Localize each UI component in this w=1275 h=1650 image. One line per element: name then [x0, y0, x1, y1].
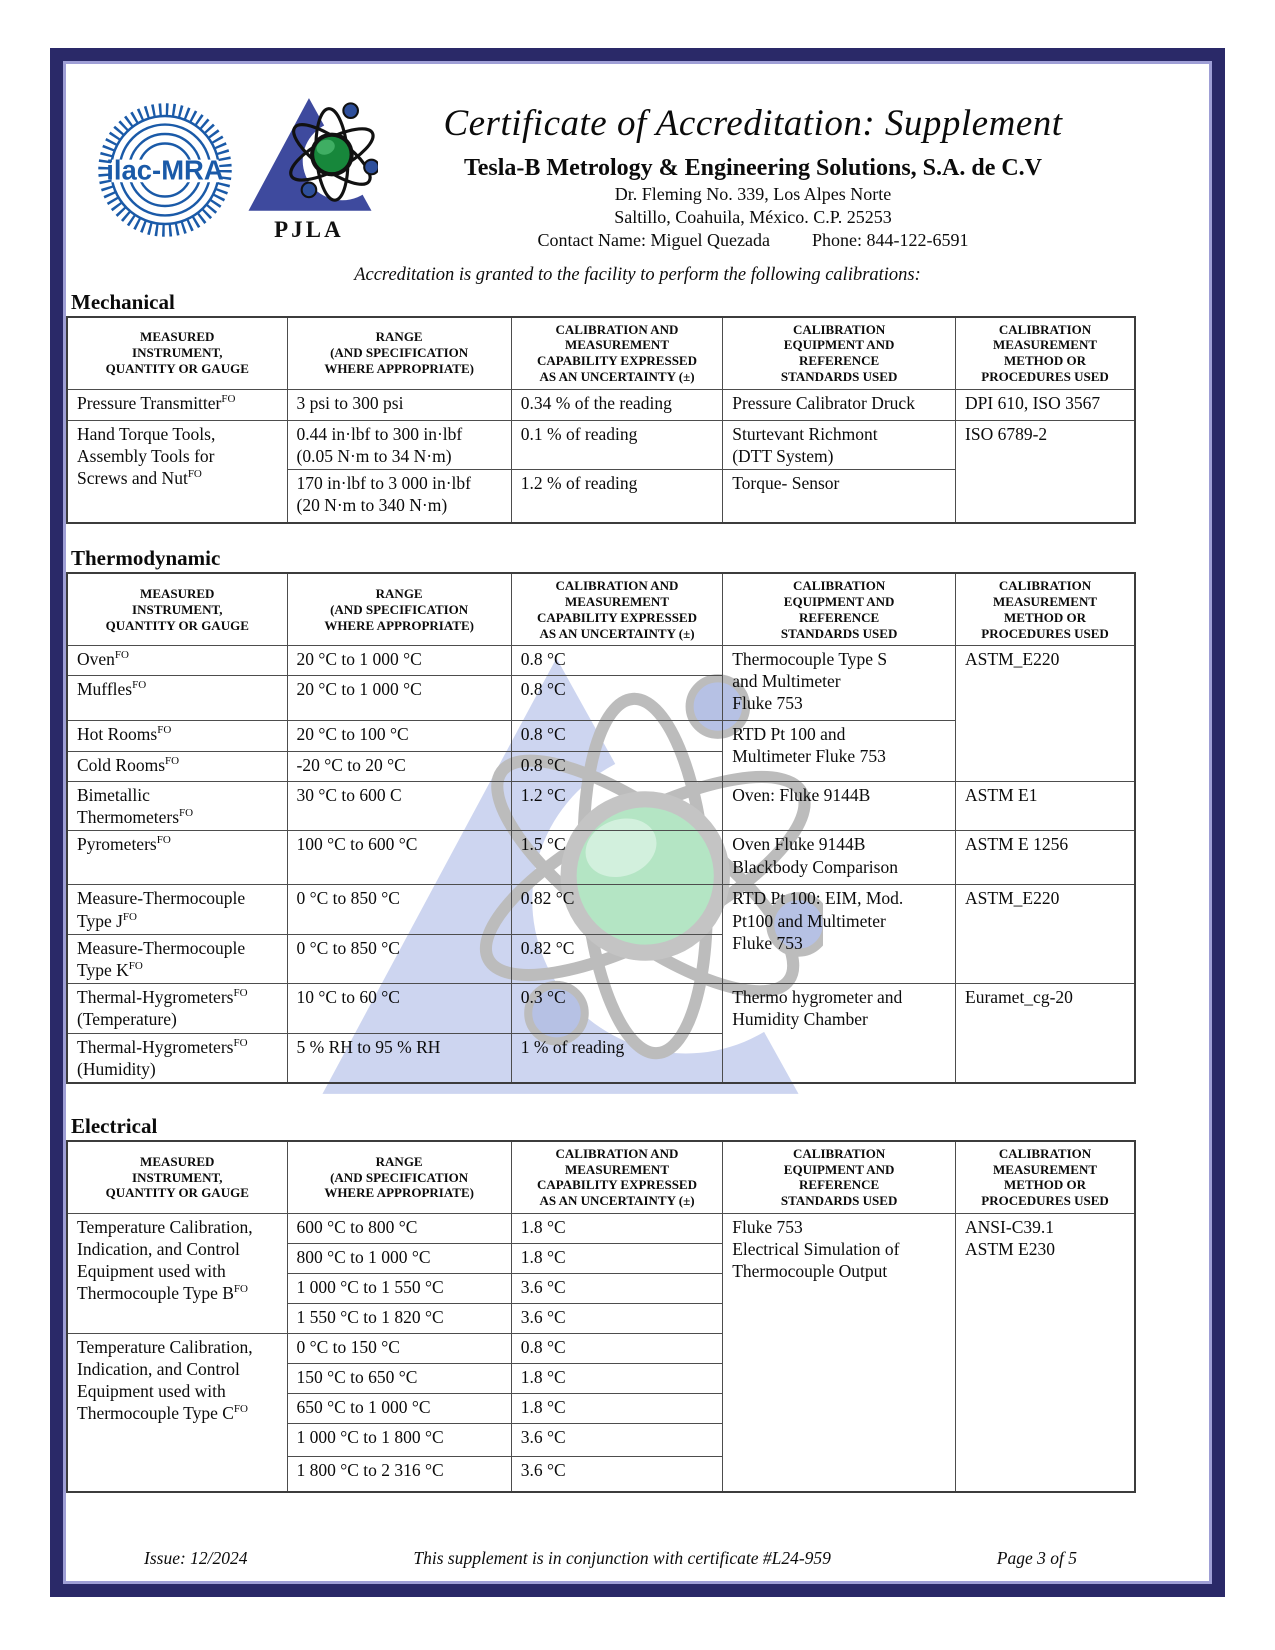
- table-cell: RTD Pt 100 and Multimeter Fluke 753: [723, 720, 956, 781]
- table-row: [67, 831, 1135, 885]
- table-cell: 1 000 °C to 1 550 °C: [287, 1273, 511, 1303]
- column-header: CALIBRATION MEASUREMENT METHOD OR PROCEDURES USED: [956, 573, 1135, 645]
- column-header: RANGE (AND SPECIFICATION WHERE APPROPRIATE): [287, 573, 511, 645]
- table-cell: 10 °C to 60 °C: [287, 984, 511, 1033]
- table-cell: 1 % of reading: [511, 1033, 722, 1083]
- table-cell: 1 800 °C to 2 316 °C: [287, 1456, 511, 1492]
- table-cell: ISO 6789-2: [956, 420, 1135, 523]
- table-row: [67, 389, 1135, 420]
- table-cell: Temperature Calibration, Indication, and Control Equipment used with Thermocouple Type $C^{FO}$: [67, 1333, 287, 1492]
- ilac-mra-logo: [94, 94, 236, 251]
- table-cell: 1.5 °C: [511, 831, 722, 885]
- table-cell: 20 °C to 1 000 °C: [287, 645, 511, 675]
- table-cell: Pressure Transmitter$^{FO}$: [67, 389, 287, 420]
- section-title: Mechanical: [71, 290, 175, 314]
- column-header: MEASURED INSTRUMENT, QUANTITY OR GAUGE: [67, 317, 287, 389]
- table-cell: 800 °C to 1 000 °C: [287, 1243, 511, 1273]
- table-cell: 150 °C to 650 °C: [287, 1363, 511, 1393]
- column-header: CALIBRATION AND MEASUREMENT CAPABILITY EXPRESSED AS AN UNCERTAINTY (±): [511, 317, 722, 389]
- table-cell: Measure-Thermocouple Type $J^{FO}$: [67, 885, 287, 934]
- column-header: CALIBRATION EQUIPMENT AND REFERENCE STANDARDS USED: [723, 1141, 956, 1213]
- table-row: [67, 885, 1135, 934]
- table-cell: Thermocouple Type S and Multimeter Fluke 753: [723, 645, 956, 720]
- table-cell: 1.8 °C: [511, 1363, 722, 1393]
- table-cell: 3 psi to 300 psi: [287, 389, 511, 420]
- table-cell: 0.34 % of the reading: [511, 389, 722, 420]
- calibration-table-thermodynamic: [66, 572, 1136, 1084]
- table-cell: Oven: Fluke 9144B: [723, 781, 956, 830]
- table-cell: Hand Torque Tools, Assembly Tools for Screws and Nut$^{FO}$: [67, 420, 287, 523]
- table-cell: Measure-Thermocouple Type $K^{FO}$: [67, 934, 287, 983]
- table-cell: 20 °C to 100 °C: [287, 720, 511, 751]
- column-header: RANGE (AND SPECIFICATION WHERE APPROPRIATE): [287, 1141, 511, 1213]
- table-row: [67, 984, 1135, 1033]
- pjla-logo: [242, 94, 382, 247]
- table-cell: 3.6 °C: [511, 1303, 722, 1333]
- column-header: MEASURED INSTRUMENT, QUANTITY OR GAUGE: [67, 573, 287, 645]
- table-cell: -20 °C to 20 °C: [287, 751, 511, 781]
- table-cell: 0.1 % of reading: [511, 420, 722, 469]
- table-cell: Euramet_cg-20: [956, 984, 1135, 1083]
- table-cell: ASTM_E220: [956, 885, 1135, 984]
- table-cell: ASTM_E220: [956, 645, 1135, 781]
- table-cell: 0.82 °C: [511, 885, 722, 934]
- contact-line: [392, 230, 1114, 251]
- column-header: RANGE (AND SPECIFICATION WHERE APPROPRIATE): [287, 317, 511, 389]
- table-cell: 1.8 °C: [511, 1393, 722, 1423]
- header-text-block: [392, 102, 1114, 251]
- section-title: Thermodynamic: [71, 546, 221, 571]
- table-cell: Sturtevant Richmont (DTT System): [723, 420, 956, 469]
- issue-date: Issue: 12/2024: [144, 1548, 248, 1568]
- table-cell: Fluke 753 Electrical Simulation of Thermocouple Output: [723, 1213, 956, 1492]
- table-cell: 3.6 °C: [511, 1273, 722, 1303]
- table-cell: 0.8 °C: [511, 645, 722, 675]
- address-line-1: Dr. Fleming No. 339, Los Alpes Norte: [614, 184, 892, 204]
- column-header: CALIBRATION AND MEASUREMENT CAPABILITY EXPRESSED AS AN UNCERTAINTY (±): [511, 573, 722, 645]
- column-header: CALIBRATION AND MEASUREMENT CAPABILITY EXPRESSED AS AN UNCERTAINTY (±): [511, 1141, 722, 1213]
- table-cell: Thermo hygrometer and Humidity Chamber: [723, 984, 956, 1083]
- table-cell: 1 000 °C to 1 800 °C: [287, 1423, 511, 1456]
- table-cell: Muffles$^{FO}$: [67, 675, 287, 720]
- contact-name: Contact Name: Miguel Quezada: [537, 230, 770, 250]
- table-row: [67, 781, 1135, 830]
- table-cell: DPI 610, ISO 3567: [956, 389, 1135, 420]
- column-header: CALIBRATION EQUIPMENT AND REFERENCE STANDARDS USED: [723, 573, 956, 645]
- table-cell: Temperature Calibration, Indication, and Control Equipment used with Thermocouple Type $B^{FO}$: [67, 1213, 287, 1333]
- table-cell: 0 °C to 850 °C: [287, 934, 511, 983]
- column-header: CALIBRATION MEASUREMENT METHOD OR PROCEDURES USED: [956, 317, 1135, 389]
- document-header: [94, 94, 1209, 251]
- address-line-2: Saltillo, Coahuila, México. C.P. 25253: [614, 207, 892, 227]
- table-cell: 30 °C to 600 C: [287, 781, 511, 830]
- page-number: Page 3 of 5: [996, 1548, 1077, 1568]
- table-cell: 0 °C to 850 °C: [287, 885, 511, 934]
- table-cell: Thermal-Hygrometers$^{FO}$ (Humidity): [67, 1033, 287, 1083]
- page-footer: [66, 1548, 1209, 1569]
- contact-phone: Phone: 844-122-6591: [811, 230, 969, 250]
- section-electrical: [66, 1114, 1209, 1493]
- table-cell: Cold Rooms$^{FO}$: [67, 751, 287, 781]
- table-cell: 1.8 °C: [511, 1213, 722, 1243]
- table-cell: 1.8 °C: [511, 1243, 722, 1273]
- table-cell: 1 550 °C to 1 820 °C: [287, 1303, 511, 1333]
- table-cell: 100 °C to 600 °C: [287, 831, 511, 885]
- table-cell: ASTM E 1256: [956, 831, 1135, 885]
- calibration-table-mechanical: [66, 316, 1136, 524]
- table-cell: Pressure Calibrator Druck: [723, 389, 956, 420]
- column-header: CALIBRATION MEASUREMENT METHOD OR PROCEDURES USED: [956, 1141, 1135, 1213]
- company-name: Tesla-B Metrology & Engineering Solutions, S.A. de C.V: [463, 155, 1043, 181]
- table-cell: 0.8 °C: [511, 1333, 722, 1363]
- column-header: CALIBRATION EQUIPMENT AND REFERENCE STANDARDS USED: [723, 317, 956, 389]
- table-row: [67, 645, 1135, 675]
- table-row: [67, 420, 1135, 469]
- table-cell: Hot Rooms$^{FO}$: [67, 720, 287, 751]
- table-cell: 1.2 % of reading: [511, 469, 722, 523]
- table-cell: Thermal-Hygrometers$^{FO}$ (Temperature): [67, 984, 287, 1033]
- table-cell: 0.3 °C: [511, 984, 722, 1033]
- table-cell: Oven Fluke 9144B Blackbody Comparison: [723, 831, 956, 885]
- table-cell: 0.44 in·lbf to 300 in·lbf (0.05 N·m to 34 N·m): [287, 420, 511, 469]
- table-cell: Torque- Sensor: [723, 469, 956, 523]
- section-thermodynamic: [66, 546, 1209, 1084]
- table-cell: 0.8 °C: [511, 720, 722, 751]
- table-cell: 3.6 °C: [511, 1423, 722, 1456]
- table-cell: 0.82 °C: [511, 934, 722, 983]
- calibration-table-electrical: [66, 1140, 1136, 1493]
- table-row: [67, 1213, 1135, 1243]
- table-cell: Oven$^{FO}$: [67, 645, 287, 675]
- table-cell: 1.2 °C: [511, 781, 722, 830]
- table-cell: 0 °C to 150 °C: [287, 1333, 511, 1363]
- footer-note: This supplement is in conjunction with certificate #L24-959: [413, 1548, 831, 1568]
- section-title: Electrical: [71, 1114, 158, 1139]
- table-cell: ANSI-C39.1 ASTM E230: [956, 1213, 1135, 1492]
- table-cell: ASTM E1: [956, 781, 1135, 830]
- accreditation-statement: Accreditation is granted to the facility to perform the following calibrations:: [354, 265, 921, 285]
- table-cell: 0.8 °C: [511, 751, 722, 781]
- table-cell: 600 °C to 800 °C: [287, 1213, 511, 1243]
- pjla-logo-text: PJLA: [274, 216, 344, 242]
- ilac-mra-logo-text: ilac-MRA: [106, 154, 224, 186]
- page-title: Certificate of Accreditation: Supplement: [443, 103, 1063, 144]
- table-cell: Bimetallic Thermometers$^{FO}$: [67, 781, 287, 830]
- table-cell: 20 °C to 1 000 °C: [287, 675, 511, 720]
- table-cell: 3.6 °C: [511, 1456, 722, 1492]
- column-header: MEASURED INSTRUMENT, QUANTITY OR GAUGE: [67, 1141, 287, 1213]
- table-cell: 0.8 °C: [511, 675, 722, 720]
- table-cell: RTD Pt 100: EIM, Mod. Pt100 and Multimeter Fluke 753: [723, 885, 956, 984]
- certificate-page: [66, 64, 1209, 1581]
- table-cell: 170 in·lbf to 3 000 in·lbf (20 N·m to 340 N·m): [287, 469, 511, 523]
- section-mechanical: [66, 290, 1209, 524]
- table-cell: Pyrometers$^{FO}$: [67, 831, 287, 885]
- table-cell: 650 °C to 1 000 °C: [287, 1393, 511, 1423]
- table-cell: 5 % RH to 95 % RH: [287, 1033, 511, 1083]
